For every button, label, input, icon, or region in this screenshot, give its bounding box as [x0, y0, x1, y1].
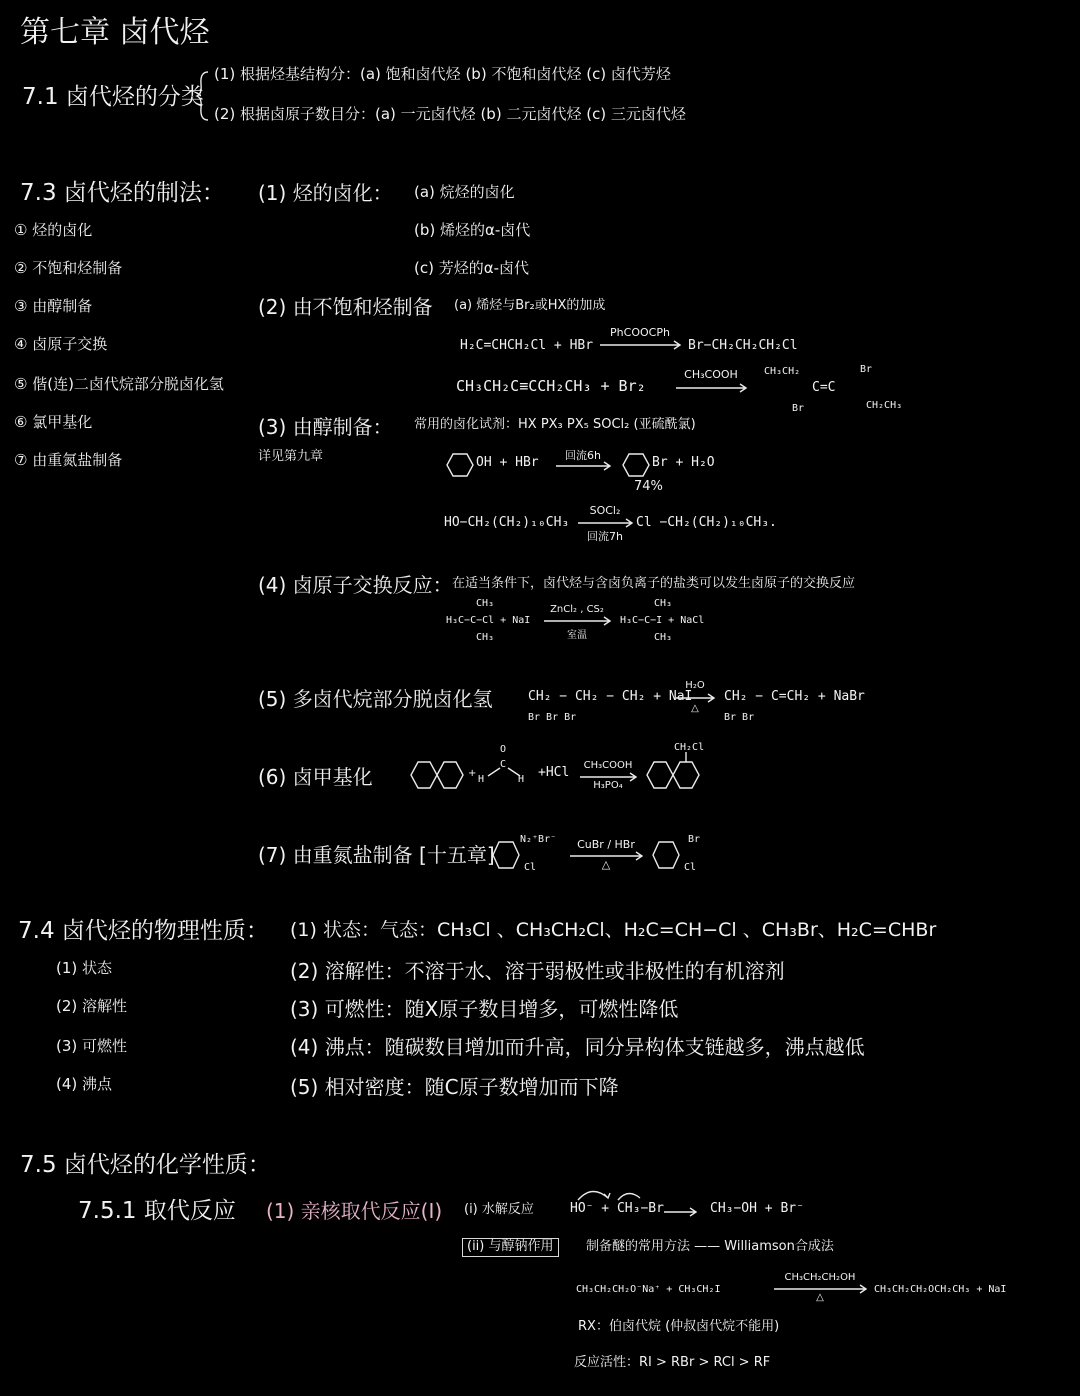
- m4-left-bottom: CH₃: [476, 632, 495, 643]
- m1-c: (c) 芳烃的α-卤代: [414, 259, 530, 277]
- m7-cond-bottom: △: [601, 858, 611, 871]
- m2-label: (2) 由不饱和烃制备: [258, 295, 433, 319]
- s73-sidebar-5: ⑤ 偕(连)二卤代烷部分脱卤化氢: [14, 375, 224, 393]
- cyclohexane-icon: [446, 452, 474, 478]
- m2-r2-cond: CH₃COOH: [684, 368, 738, 381]
- s74-p4: (4) 沸点：随碳数目增加而升高，同分异构体支链越多，沸点越低: [290, 1035, 865, 1059]
- m1-label: (1) 烃的卤化：: [258, 181, 393, 205]
- s74-p5: (5) 相对密度：随C原子数增加而下降: [290, 1075, 619, 1099]
- s75-ii-desc: 制备醚的常用方法 —— Williamson合成法: [586, 1239, 834, 1254]
- section-7-5-heading: 7.5 卤代烃的化学性质：: [20, 1152, 271, 1178]
- arrow-icon: [600, 340, 684, 350]
- m3-desc: 常用的卤化试剂：HX PX₃ PX₅ SOCl₂ (亚硫酰氯): [414, 417, 696, 432]
- m5-left: CH₂ − CH₂ − CH₂ + NaI: [528, 689, 693, 704]
- section-7-1-heading: 7.1 卤代烃的分类: [22, 84, 204, 110]
- s75-ii: (ii) 与醇钠作用: [462, 1238, 559, 1257]
- m2-p-tl: CH₃CH₂: [764, 366, 801, 377]
- s71-line-2: (2) 根据卤原子数目分：(a) 一元卤代烃 (b) 二元卤代烃 (c) 三元卤代烃: [214, 105, 686, 123]
- m5-left-br: Br Br Br: [528, 712, 577, 723]
- s74-sidebar-1: (1) 状态: [56, 959, 113, 977]
- m4-right-top: CH₃: [654, 598, 673, 609]
- s73-sidebar-7: ⑦ 由重氮盐制备: [14, 451, 123, 469]
- s75-i-right: CH₃−OH + Br⁻: [710, 1201, 804, 1216]
- m7-left-sub1: N₂⁺Br⁻: [520, 834, 557, 845]
- m3-r2-left: HO−CH₂(CH₂)₁₀CH₃: [444, 515, 570, 530]
- m3-label: (3) 由醇制备：: [258, 415, 393, 439]
- s74-p2: (2) 溶解性：不溶于水、溶于弱极性或非极性的有机溶剂: [290, 959, 785, 983]
- s75-sub: 7.5.1 取代反应: [78, 1198, 236, 1224]
- m2-r1-right: Br−CH₂CH₂CH₂Cl: [688, 338, 798, 353]
- m4-desc: 在适当条件下，卤代烃与含卤负离子的盐类可以发生卤原子的交换反应: [452, 576, 856, 591]
- m4-left: H₃C−C−Cl + NaI: [446, 615, 531, 626]
- m6-carbonyl: C: [500, 759, 507, 770]
- s75-ii-cond: CH₃CH₂CH₂OH: [784, 1272, 856, 1283]
- m6-cond-bottom: H₃PO₄: [593, 780, 623, 791]
- arrow-icon: [676, 383, 750, 393]
- m5-right-br: Br Br: [724, 712, 755, 723]
- arrow-icon: [664, 1207, 700, 1217]
- m2-sub: (a) 烯烃与Br₂或HX的加成: [454, 298, 606, 313]
- page-title: 第七章 卤代烃: [20, 15, 210, 50]
- benzene-icon: [652, 840, 680, 870]
- m3-r2-cond-bottom: 回流7h: [587, 530, 623, 543]
- cyclohexane-icon: [622, 452, 650, 478]
- s73-sidebar-6: ⑥ 氯甲基化: [14, 413, 93, 431]
- m5-cond-top: H₂O: [685, 680, 705, 691]
- m5-cond-bottom: △: [691, 703, 699, 714]
- m6-oxygen: O: [500, 744, 507, 755]
- m5-label: (5) 多卤代烷部分脱卤化氢: [258, 687, 493, 711]
- brace-icon: [196, 70, 210, 122]
- m4-right-bottom: CH₃: [654, 632, 673, 643]
- m1-b: (b) 烯烃的α-卤代: [414, 221, 531, 239]
- m6-cond-top: CH₃COOH: [583, 760, 633, 771]
- m2-r1-left: H₂C=CHCH₂Cl + HBr: [460, 338, 594, 353]
- s74-sidebar-2: (2) 溶解性: [56, 997, 128, 1015]
- m6-product-sub: CH₂Cl: [674, 742, 705, 753]
- s74-sidebar-3: (3) 可燃性: [56, 1037, 128, 1055]
- bond-lines-icon: [484, 764, 524, 778]
- naphthalene-icon: [410, 760, 464, 790]
- s73-sidebar-4: ④ 卤原子交换: [14, 335, 108, 353]
- m3-r1-left: OH + HBr: [476, 455, 539, 470]
- arrow-icon: [544, 616, 614, 626]
- s73-sidebar-3: ③ 由醇制备: [14, 297, 93, 315]
- m6-label: (6) 卤甲基化: [258, 765, 373, 789]
- m3-yield: 74%: [634, 479, 663, 494]
- s75-order: 反应活性：RI > RBr > RCl > RF: [574, 1355, 771, 1370]
- section-7-3-heading: 7.3 卤代烃的制法：: [20, 180, 225, 206]
- m6-h-left: H: [478, 774, 485, 785]
- s71-line-1: (1) 根据烃基结构分：(a) 饱和卤代烃 (b) 不饱和卤代烃 (c) 卤代芳烃: [214, 65, 671, 83]
- s75-ii-cond-bottom: △: [816, 1292, 824, 1303]
- m7-left-sub2: Cl: [524, 862, 537, 873]
- m7-right-sub1: Br: [688, 834, 701, 845]
- m5-right: CH₂ − C=CH₂ + NaBr: [724, 689, 865, 704]
- m2-r2-left: CH₃CH₂C≡CCH₂CH₃ + Br₂: [456, 377, 646, 395]
- arrow-icon: [556, 461, 614, 471]
- arrow-icon: [676, 693, 718, 703]
- benzene-icon: [492, 840, 520, 870]
- m2-p-tr: Br: [860, 364, 873, 375]
- m2-p-bl: Br: [792, 403, 805, 414]
- m7-label: (7) 由重氮盐制备 [十五章]: [258, 843, 495, 867]
- s73-sidebar-1: ① 烃的卤化: [14, 221, 93, 239]
- m7-right-sub2: Cl: [684, 862, 697, 873]
- s74-p3: (3) 可燃性：随X原子数目增多，可燃性降低: [290, 997, 679, 1021]
- m3-r1-right: Br + H₂O: [652, 455, 715, 470]
- m6-reagent: +HCl: [538, 765, 570, 780]
- s75-sn: (1) 亲核取代反应(I): [266, 1199, 443, 1223]
- m4-cond-top: ZnCl₂ , CS₂: [550, 604, 604, 615]
- s75-ii-left: CH₃CH₂CH₂O⁻Na⁺ + CH₃CH₂I: [576, 1284, 721, 1295]
- m2-p-c: C=C: [812, 380, 836, 395]
- m3-r2-right: Cl −CH₂(CH₂)₁₀CH₃.: [636, 515, 777, 530]
- m3-note: 详见第九章: [258, 449, 324, 464]
- m3-r2-cond-top: SOCl₂: [589, 504, 621, 517]
- m4-label: (4) 卤原子交换反应：: [258, 573, 453, 597]
- s75-i: (i) 水解反应: [464, 1202, 534, 1217]
- naphthalene-icon: [646, 760, 700, 790]
- s73-sidebar-2: ② 不饱和烃制备: [14, 259, 123, 277]
- s75-ii-right: CH₃CH₂CH₂OCH₂CH₃ + NaI: [874, 1284, 1007, 1295]
- m4-right: H₃C−C−I + NaCl: [620, 615, 705, 626]
- m3-r1-cond: 回流6h: [565, 449, 601, 462]
- s75-rx: RX：伯卤代烷 (仲叔卤代烷不能用): [578, 1319, 780, 1334]
- m2-p-br: CH₂CH₃: [866, 400, 903, 411]
- s74-p1: (1) 状态：气态：CH₃Cl 、CH₃CH₂Cl、H₂C=CH−Cl 、CH₃Br、H₂C=CHBr: [290, 919, 937, 941]
- arrow-icon: [578, 518, 636, 528]
- m4-cond-bottom: 室温: [567, 630, 587, 641]
- section-7-4-heading: 7.4 卤代烃的物理性质：: [18, 918, 269, 944]
- s75-i-left: HO⁻ + CH₃−Br: [570, 1201, 664, 1216]
- m6-h-right: H: [518, 774, 525, 785]
- m1-a: (a) 烷烃的卤化: [414, 183, 515, 201]
- s74-sidebar-4: (4) 沸点: [56, 1075, 113, 1093]
- m2-r1-cond: PhCOOCPh: [610, 326, 670, 339]
- m4-left-top: CH₃: [476, 598, 495, 609]
- m7-cond-top: CuBr / HBr: [577, 838, 635, 851]
- m6-plus: +: [468, 768, 477, 779]
- curved-arrow-icon: [574, 1188, 650, 1202]
